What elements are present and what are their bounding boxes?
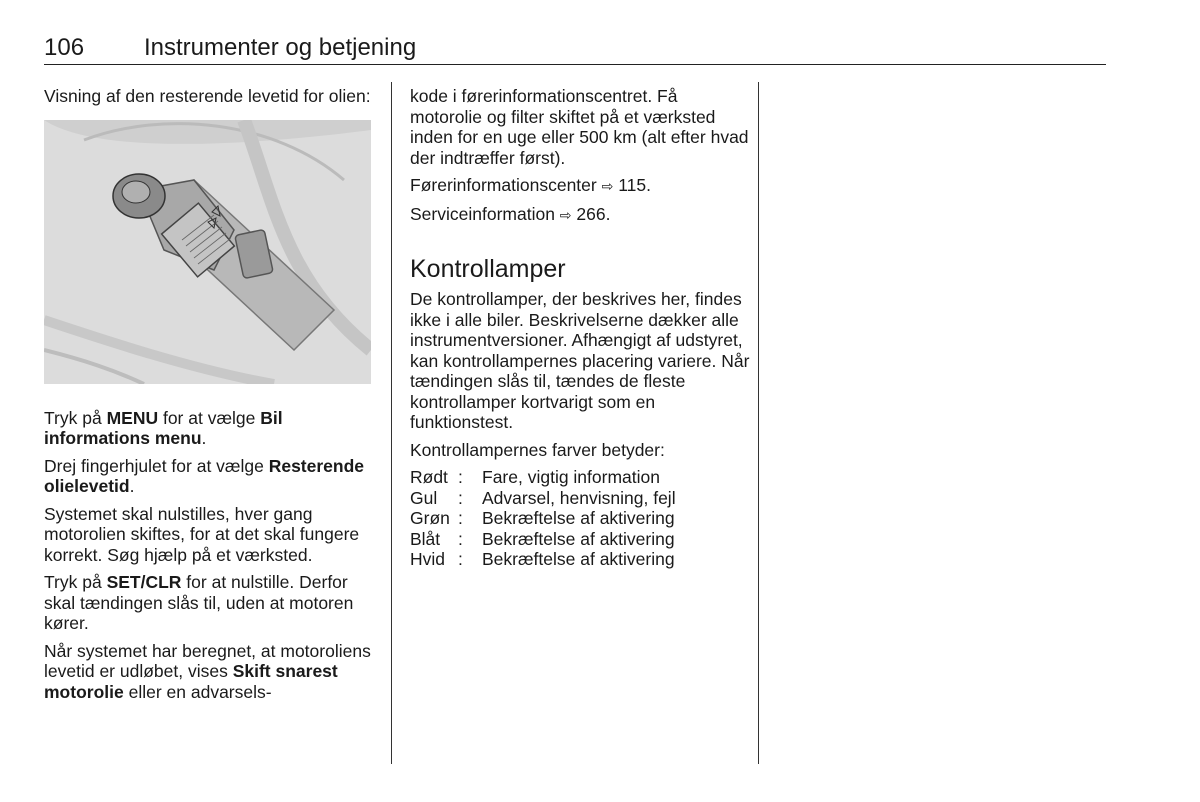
color-meaning-table	[410, 467, 676, 570]
para-oil-expired: Når systemet har beregnet, at motoroliens levetid er udløbet, vises Skift snarest motorolie eller en advarsels-	[44, 640, 371, 702]
reference-arrow-icon: ⇨	[601, 178, 614, 194]
table-row: Gul : Advarsel, henvisning, fejl	[410, 487, 676, 508]
intro-text: Visning af den resterende levetid for olien:	[44, 86, 371, 106]
section-heading: Kontrollamper	[410, 255, 566, 283]
page-header	[44, 34, 1106, 65]
column-left	[44, 86, 379, 709]
column-divider-right	[758, 82, 759, 764]
para-indicators-intro: De kontrollamper, der beskrives her, findes ikke i alle biler. Beskrivelserne dækker alle instrumentversioner. Afhængigt af udstyret, kan kontrollampernes placering variere. Når tændingen slås til, tændes de fleste kontrollamper kortvarigt som en funktionstest.	[410, 289, 750, 432]
column-divider-left	[391, 82, 392, 764]
cross-reference-service: Serviceinformation ⇨ 266.	[410, 203, 611, 224]
para-code-continuation: kode i førerinformationscentret. Få motorolie og filter skiftet på et værksted inden for en uge eller 500 km (alt efter hvad der indtræffer først).	[410, 86, 749, 168]
table-row: Hvid : Bekræftelse af aktivering	[410, 549, 675, 569]
column-middle	[410, 86, 750, 570]
table-row: Grøn : Bekræftelse af aktivering	[410, 508, 675, 528]
page-number: 106	[44, 34, 85, 61]
chapter-title: Instrumenter og betjening	[144, 34, 417, 61]
para-thumbwheel: Drej fingerhjulet for at vælge Resterende olielevetid.	[44, 455, 365, 496]
cross-reference-dic: Førerinformationscenter ⇨ 115.	[410, 175, 651, 195]
para-reset-system: Systemet skal nulstilles, hver gang motorolien skiftes, for at det skal fungere korrekt. Søg hjælp på et værksted.	[44, 503, 360, 565]
para-menu: Tryk på MENU for at vælge Bil informations menu.	[44, 407, 283, 448]
para-colors-intro: Kontrollampernes farver betyder:	[410, 439, 665, 460]
table-row: Blåt : Bekræftelse af aktivering	[410, 528, 675, 549]
para-set-clr: Tryk på SET/CLR for at nulstille. Derfor skal tændingen slås til, uden at motoren kører.	[44, 572, 354, 633]
reference-arrow-icon: ⇨	[559, 206, 572, 223]
table-row: Rødt : Fare, vigtig information	[410, 467, 660, 487]
steering-column-stalk-illustration	[44, 120, 371, 384]
